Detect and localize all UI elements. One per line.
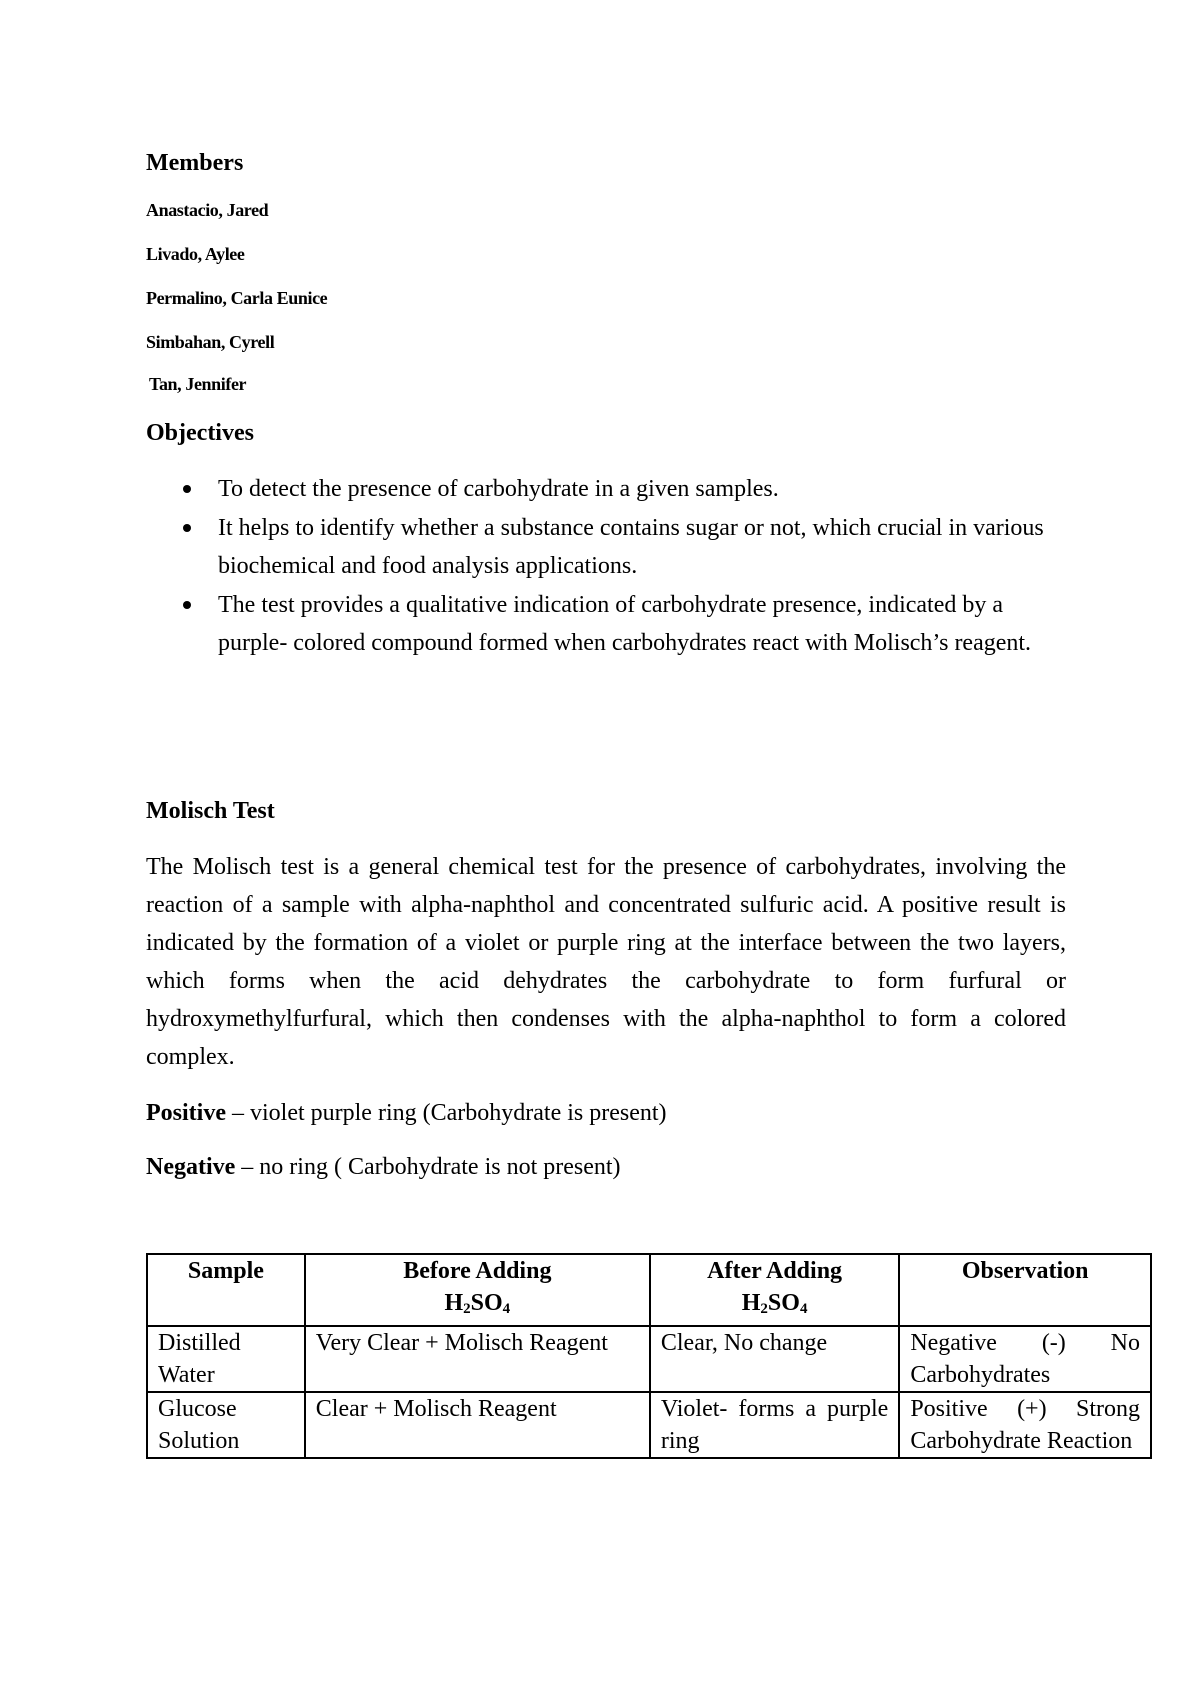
member-name: Tan, Jennifer [149,374,247,394]
positive-label: Positive [146,1100,226,1126]
objective-item: To detect the presence of carbohydrate in a given samples. [146,470,1066,508]
objective-item: The test provides a qualitative indication of carbohydrate presence, indicated by a purple- colored compound formed when carbohydrates react with Molisch’s reagent. [146,586,1066,662]
results-table [146,1253,1152,1459]
positive-line [146,1100,667,1127]
negative-text: – no ring ( Carbohydrate is not present) [235,1154,621,1180]
member-name: Simbahan, Cyrell [146,332,275,352]
cell-before: Very Clear + Molisch Reagent [305,1326,650,1392]
bullet-icon [183,524,191,532]
objectives-heading: Objectives [146,420,254,446]
bullet-icon [183,485,191,493]
cell-before: Clear + Molisch Reagent [305,1392,650,1458]
cell-observation: Positive (+) Strong Carbohydrate Reaction [899,1392,1151,1458]
members-heading: Members [146,150,244,176]
header-observation: Observation [899,1254,1151,1326]
cell-after: Violet- forms a purple ring [650,1392,899,1458]
molisch-paragraph: The Molisch test is a general chemical test for the presence of carbohydrates, involving the reaction of a sample with alpha-naphthol and concentrated sulfuric acid. A positive result is indicated by the formation of a violet or purple ring at the interface between the two layers, which forms when the acid dehydrates the carbohydrate to form furfural or hydroxymethylfurfural, which then condenses with the alpha-naphthol to form a colored complex. [146,854,1066,1070]
negative-line [146,1154,621,1181]
table-row [147,1326,1151,1392]
member-name: Permalino, Carla Eunice [146,288,328,308]
member-name: Livado, Aylee [146,244,245,264]
table-header-row [147,1254,1151,1326]
header-sample: Sample [147,1254,305,1326]
positive-text: – violet purple ring (Carbohydrate is present) [225,1100,667,1126]
cell-sample: Glucose Solution [147,1392,305,1458]
table-row [147,1392,1151,1458]
cell-sample: Distilled Water [147,1326,305,1392]
member-name: Anastacio, Jared [146,200,269,220]
negative-label: Negative [146,1154,236,1180]
objective-item: It helps to identify whether a substance contains sugar or not, which crucial in various biochemical and food analysis applications. [146,509,1066,585]
header-before: Before Adding $H_2SO_4$ [305,1254,650,1326]
cell-observation: Negative (-) No Carbohydrates [899,1326,1151,1392]
objectives-list [146,470,1066,663]
bullet-icon [183,601,191,609]
molisch-heading: Molisch Test [146,798,275,824]
cell-after: Clear, No change [650,1326,899,1392]
header-after: After Adding $H_2SO_4$ [650,1254,899,1326]
